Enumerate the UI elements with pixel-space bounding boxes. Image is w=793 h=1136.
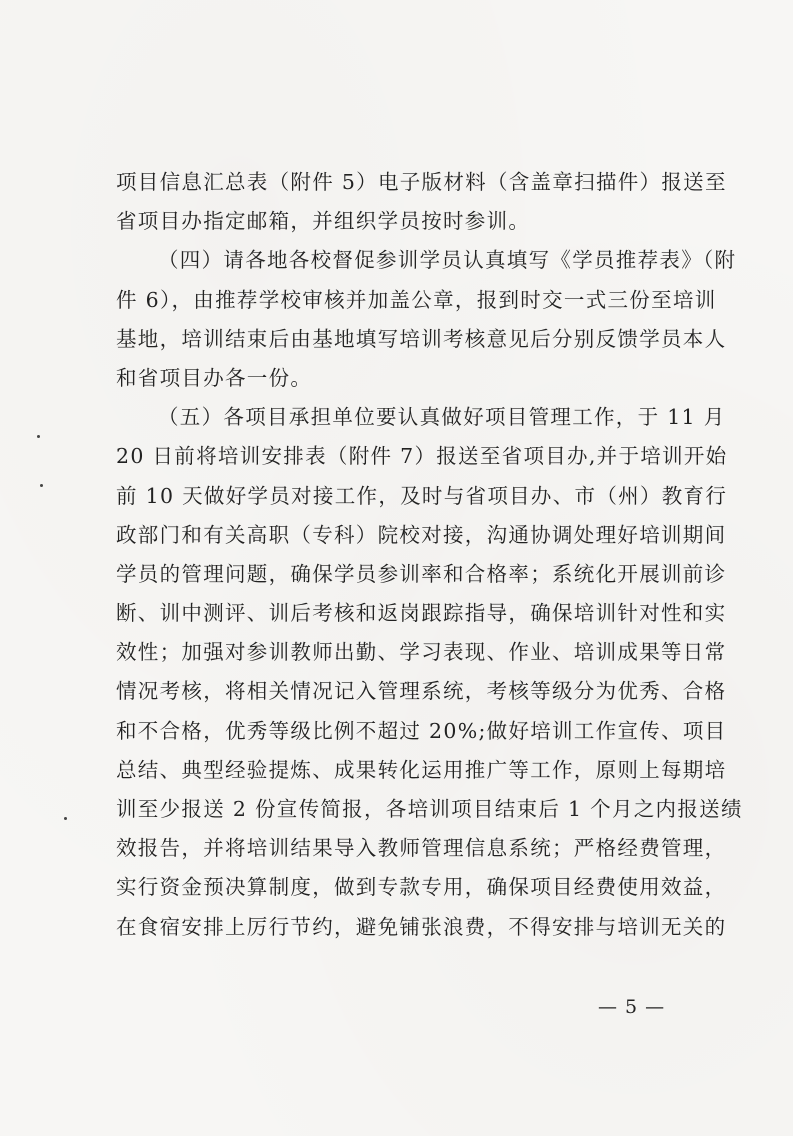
text-line: 总结、典型经验提炼、成果转化运用推广等工作，原则上每期培 [116, 757, 727, 782]
page-number: — 5 — [598, 996, 666, 1018]
text-line: 前 10 天做好学员对接工作，及时与省项目办、市（州）教育行 [116, 483, 728, 508]
body-text [116, 163, 743, 947]
text-line: 省项目办指定邮箱，并组织学员按时参训。 [116, 209, 531, 234]
text-line: 和省项目办各一份。 [116, 365, 313, 390]
text-line: 实行资金预决算制度，做到专款专用，确保项目经费使用效益， [116, 875, 727, 900]
text-line: 效性；加强对参训教师出勤、学习表现、作业、培训成果等日常 [116, 640, 727, 665]
paragraph-4-start: （四）请各地各校督促参训学员认真填写《学员推荐表》（附 [158, 248, 737, 273]
text-line: 断、训中测评、训后考核和返岗跟踪指导，确保培训针对性和实 [116, 601, 727, 626]
text-line: 在食宿安排上厉行节约，避免铺张浪费，不得安排与培训无关的 [116, 914, 727, 939]
text-line: 20 日前将培训安排表（附件 7）报送至省项目办,并于培训开始 [116, 444, 728, 469]
text-line: 和不合格，优秀等级比例不超过 20%;做好培训工作宣传、项目 [116, 718, 727, 743]
scan-speck [64, 817, 67, 820]
text-line: 基地，培训结束后由基地填写培训考核意见后分别反馈学员本人 [116, 326, 727, 351]
scan-speck [37, 435, 40, 438]
text-line: 政部门和有关高职（专科）院校对接，沟通协调处理好培训期间 [116, 522, 727, 547]
text-line: 件 6），由推荐学校审核并加盖公章，报到时交一式三份至培训 [116, 287, 717, 312]
text-line: 学员的管理问题，确保学员参训率和合格率；系统化开展训前诊 [116, 561, 727, 586]
text-line: 训至少报送 2 份宣传简报，各培训项目结束后 1 个月之内报送绩 [116, 797, 743, 821]
text-line: 情况考核，将相关情况记入管理系统，考核等级分为优秀、合格 [116, 679, 727, 704]
paragraph-5-start: （五）各项目承担单位要认真做好项目管理工作，于 11 月 [158, 405, 726, 430]
text-line: 效报告，并将培训结果导入教师管理信息系统；严格经费管理， [116, 836, 727, 861]
text-line: 项目信息汇总表（附件 5）电子版材料（含盖章扫描件）报送至 [116, 170, 727, 194]
scan-speck [40, 484, 43, 487]
